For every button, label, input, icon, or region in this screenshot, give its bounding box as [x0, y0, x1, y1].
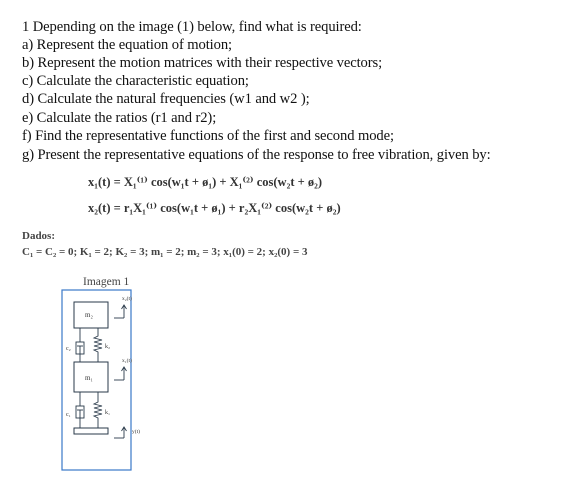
damper-c1 [76, 392, 84, 428]
label-m2: m₂ [85, 311, 93, 319]
label-x1: x₁(t) [122, 358, 132, 364]
label-k1: k₁ [105, 410, 111, 416]
arrow-x2 [114, 305, 127, 318]
item-b: b) Represent the motion matrices with their respective vectors; [22, 55, 383, 71]
label-c1: c₁ [66, 412, 71, 418]
item-g: g) Present the representative equations of the response to free vibration, given by: [22, 147, 491, 163]
item-e: e) Calculate the ratios (r1 and r2); [22, 110, 217, 126]
item-c: c) Calculate the characteristic equation; [22, 73, 249, 89]
spring-k2 [94, 328, 102, 362]
dados-label: Dados: [22, 230, 56, 242]
figure-title: Imagem 1 [83, 276, 130, 288]
label-k2: k₂ [105, 344, 111, 350]
arrow-x1 [114, 367, 127, 380]
label-c2: c₂ [66, 346, 71, 352]
equation-x1: x₁(t) = X₁⁽¹⁾ cos(w₁t + ø₁) + X₁⁽²⁾ cos(w₂t + ø₂) [88, 175, 323, 189]
spring-k1 [94, 392, 102, 428]
item-d: d) Calculate the natural frequencies (w1 and w2 ); [22, 91, 310, 107]
label-y: y(t) [132, 429, 140, 435]
two-dof-system-diagram [60, 288, 170, 474]
damper-c2 [76, 328, 84, 362]
label-m1: m₁ [85, 374, 93, 382]
item-a: a) Represent the equation of motion; [22, 37, 232, 53]
question-intro: 1 Depending on the image (1) below, find what is required: [22, 19, 362, 35]
base-support [74, 428, 108, 434]
arrow-y [114, 427, 127, 438]
item-f: f) Find the representative functions of the first and second mode; [22, 128, 394, 144]
label-x2: x₂(t) [122, 296, 132, 302]
dados-values: C₁ = C₂ = 0; K₁ = 2; K₂ = 3; m₁ = 2; m₂ = 3; x₁(0) = 2; x₂(0) = 3 [22, 246, 308, 258]
equation-x2: x₂(t) = r₁X₁⁽¹⁾ cos(w₁t + ø₁) + r₂X₁⁽²⁾ cos(w₂t + ø₂) [88, 201, 341, 215]
